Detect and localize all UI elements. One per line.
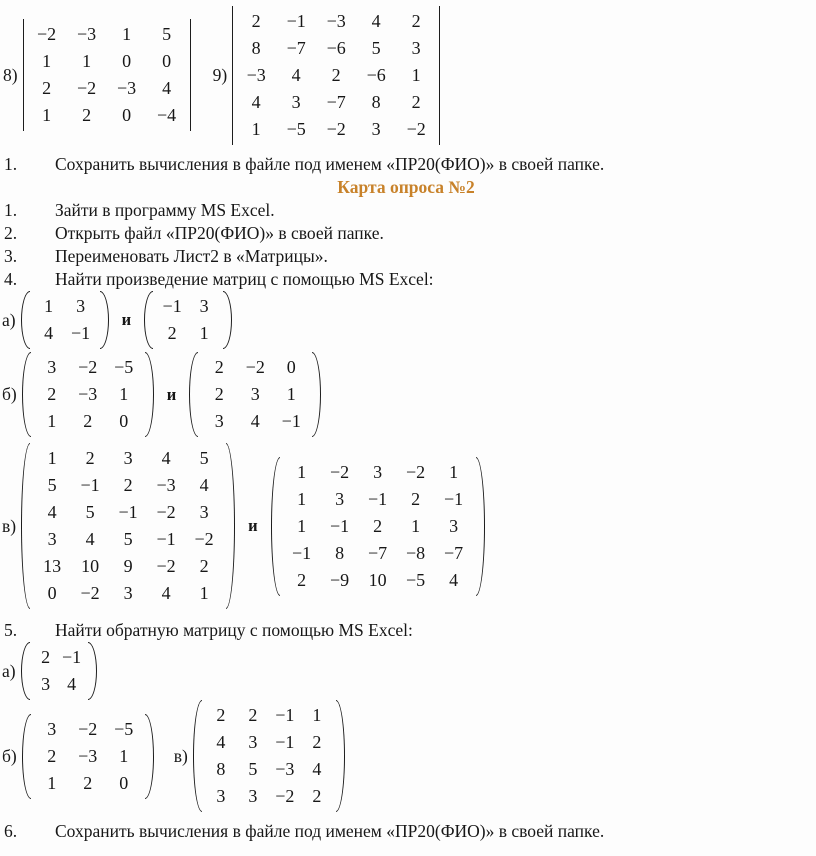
matrix-cell: 4 [371, 10, 381, 31]
matrix-cell: 3 [335, 488, 345, 509]
matrix-cell: −7 [286, 37, 306, 58]
matrix-cell: −1 [275, 705, 295, 725]
matrix-cell: 1 [251, 118, 261, 139]
inverse-b-matrix [22, 714, 154, 799]
matrix-cell: 1 [411, 515, 421, 536]
matrix-cell: −6 [326, 37, 346, 58]
matrix-pair-b [2, 352, 810, 437]
list-item-step-1 [2, 199, 810, 222]
matrix-grid [30, 443, 226, 609]
determinants-row [2, 4, 810, 146]
inverse-v-matrix [193, 700, 345, 812]
list-number: 4. [4, 269, 18, 289]
matrix-cell: −1 [275, 732, 295, 752]
matrix-cell: −3 [117, 78, 137, 98]
matrix-cell: 1 [199, 323, 209, 343]
paren-left [189, 352, 198, 437]
matrix-cell: −2 [77, 78, 97, 98]
matrix-cell: 1 [297, 488, 307, 509]
matrix-cell: 2 [83, 772, 93, 793]
matrix-cell: 2 [411, 91, 421, 112]
matrix-cell: −1 [162, 296, 182, 316]
paren-left [21, 642, 30, 700]
matrix-cell: −3 [78, 384, 98, 404]
conjunction-and: и [121, 310, 132, 329]
matrix-cell: 1 [199, 583, 209, 603]
matrix-grid [31, 714, 145, 799]
matrix-cell: −1 [71, 323, 91, 343]
list-number: 2. [4, 223, 18, 243]
determinant-8 [3, 19, 191, 131]
matrix-cell: 2 [199, 556, 209, 576]
matrix-cell: −3 [326, 10, 346, 31]
inverse-matrix-a [2, 642, 810, 700]
determinant-9-matrix [232, 6, 440, 145]
matrix-cell: 4 [161, 583, 171, 603]
matrix-grid [30, 291, 100, 349]
matrix-cell: 2 [411, 10, 421, 31]
matrix-cell: −2 [80, 583, 100, 603]
matrix-cell: 2 [47, 745, 57, 766]
matrix-cell: 4 [250, 411, 260, 431]
matrix-cell: 5 [47, 475, 57, 495]
list-number: 1. [4, 154, 18, 174]
matrix-cell: 2 [312, 732, 322, 752]
matrix-cell: 5 [371, 37, 381, 58]
matrix-grid [30, 642, 88, 700]
inverse-matrices-row [2, 700, 810, 812]
list-text: Найти произведение матриц с помощью MS Excel: [55, 269, 434, 289]
matrix-cell: 4 [47, 502, 57, 522]
matrix-cell: 5 [123, 529, 133, 549]
matrix-cell: −2 [245, 357, 265, 377]
matrix-grid [202, 700, 336, 812]
paren-right [336, 700, 345, 812]
matrix-cell: 1 [297, 461, 307, 482]
matrix-cell: −2 [406, 461, 426, 482]
matrix-pair-a [2, 291, 810, 349]
determinant-8-label: 8) [3, 64, 18, 85]
paren-right [100, 291, 109, 349]
list-number: 3. [4, 246, 18, 266]
matrix-cell: −8 [406, 542, 426, 563]
matrix-cell: −1 [156, 529, 176, 549]
matrix-cell: 2 [83, 411, 93, 431]
matrix-cell: −6 [366, 64, 386, 85]
matrix-cell: 4 [449, 569, 459, 590]
matrix-cell: 3 [216, 786, 226, 806]
matrix-cell: 0 [47, 583, 57, 603]
matrix-cell: 3 [248, 786, 258, 806]
conjunction-and: и [166, 384, 177, 404]
matrix-cell: 2 [42, 78, 52, 98]
matrix-cell: 0 [119, 772, 129, 793]
paren-left [193, 700, 202, 812]
matrix-grid [280, 457, 476, 596]
matrix-cell: 3 [47, 718, 57, 739]
matrix-cell: 3 [291, 91, 301, 112]
matrix-cell: 3 [47, 529, 57, 549]
matrix-cell: 0 [286, 357, 296, 377]
determinant-9-label: 9) [212, 64, 228, 85]
list-text: Сохранить вычисления в файле под именем «ПР20(ФИО)» в своей папке. [55, 154, 605, 174]
inverse-matrix-v [174, 700, 345, 812]
matrix-cell: −2 [37, 24, 57, 44]
matrix-cell: 4 [251, 91, 261, 112]
paren-left [22, 352, 31, 437]
paren-left [271, 457, 280, 596]
matrix-cell: 2 [214, 384, 224, 404]
matrix-cell: 9 [123, 556, 133, 576]
matrix-cell: 3 [449, 515, 459, 536]
matrix-cell: 3 [123, 583, 133, 603]
matrix-cell: −5 [114, 357, 134, 377]
matrix-cell: −2 [156, 502, 176, 522]
matrix-cell: 3 [199, 296, 209, 316]
paren-left [21, 443, 30, 609]
matrix-cell: −9 [330, 569, 350, 590]
matrix-cell: 2 [216, 705, 226, 725]
matrix-cell: 0 [122, 51, 132, 71]
matrix-grid [198, 352, 312, 437]
matrix-cell: 3 [47, 357, 57, 377]
matrix-cell: −7 [368, 542, 388, 563]
matrix-cell: 1 [42, 105, 52, 125]
matrix-cell: 1 [119, 384, 129, 404]
matrix-cell: 1 [47, 448, 57, 468]
matrix-cell: −2 [78, 357, 98, 377]
matrix-cell: 2 [331, 64, 341, 85]
inverse-b-label: б) [2, 745, 17, 766]
matrix-cell: 2 [41, 647, 51, 667]
matrix-cell: −1 [330, 515, 350, 536]
pair-v-label: в) [2, 515, 17, 536]
matrix-cell: 5 [199, 448, 209, 468]
matrix-cell: 1 [47, 411, 57, 431]
pair-a-matrix-1 [21, 291, 109, 349]
matrix-cell: −3 [78, 745, 98, 766]
matrix-cell: 2 [47, 384, 57, 404]
matrix-grid [153, 291, 223, 349]
list-text: Открыть файл «ПР20(ФИО)» в своей папке. [55, 223, 384, 243]
matrix-cell: −3 [156, 475, 176, 495]
matrix-cell: 1 [42, 51, 52, 71]
pair-v-matrix-2 [271, 457, 485, 596]
matrix-cell: 8 [371, 91, 381, 112]
matrix-cell: 4 [85, 529, 95, 549]
paren-right [223, 291, 232, 349]
matrix-cell: 0 [162, 51, 172, 71]
matrix-cell: −5 [286, 118, 306, 139]
matrix-cell: −5 [406, 569, 426, 590]
matrix-cell: 3 [76, 296, 86, 316]
paren-left [144, 291, 153, 349]
paren-right [145, 714, 154, 799]
matrix-cell: 1 [44, 296, 54, 316]
matrix-cell: −1 [286, 10, 306, 31]
matrix-cell: 3 [41, 674, 51, 694]
paren-left [21, 291, 30, 349]
matrix-cell: 2 [297, 569, 307, 590]
matrix-cell: 3 [373, 461, 383, 482]
matrix-cell: 1 [82, 51, 92, 71]
list-text: Сохранить вычисления в файле под именем «ПР20(ФИО)» в своей папке. [55, 821, 605, 841]
matrix-cell: 2 [82, 105, 92, 125]
pair-b-matrix-2 [189, 352, 321, 437]
matrix-cell: −3 [275, 759, 295, 779]
matrix-cell: −7 [444, 542, 464, 563]
matrix-cell: 3 [371, 118, 381, 139]
inverse-matrix-b [2, 714, 154, 799]
matrix-cell: 3 [123, 448, 133, 468]
list-item-step-4 [2, 268, 810, 291]
matrix-cell: 4 [67, 674, 77, 694]
matrix-cell: 4 [291, 64, 301, 85]
matrix-cell: 5 [85, 502, 95, 522]
matrix-cell: 8 [335, 542, 345, 563]
pair-v-matrix-1 [21, 443, 235, 609]
paren-left [22, 714, 31, 799]
matrix-cell: 1 [286, 384, 296, 404]
matrix-cell: 10 [81, 556, 100, 576]
matrix-cell: 4 [312, 759, 322, 779]
matrix-cell: 2 [214, 357, 224, 377]
matrix-cell: −1 [368, 488, 388, 509]
determinant-9 [213, 6, 441, 145]
matrix-pair-v [2, 443, 810, 609]
inverse-a-matrix [21, 642, 97, 700]
matrix-cell: 4 [162, 78, 172, 98]
paren-right [88, 642, 97, 700]
matrix-cell: 2 [123, 475, 133, 495]
matrix-cell: −2 [275, 786, 295, 806]
list-number: 6. [4, 821, 18, 841]
matrix-cell: 10 [368, 569, 387, 590]
matrix-cell: 8 [216, 759, 226, 779]
determinant-bar-right [439, 6, 440, 145]
matrix-cell: 1 [119, 745, 129, 766]
matrix-cell: 4 [216, 732, 226, 752]
matrix-cell: −1 [62, 647, 82, 667]
inverse-v-label: в) [173, 745, 188, 766]
conjunction-and: и [248, 516, 258, 535]
matrix-cell: 2 [167, 323, 177, 343]
matrix-cell: 2 [251, 10, 261, 31]
matrix-cell: −3 [77, 24, 97, 44]
inverse-a-label: а) [2, 660, 16, 681]
matrix-cell: 4 [161, 448, 171, 468]
matrix-cell: 1 [122, 24, 132, 44]
paren-right [145, 352, 154, 437]
matrix-cell: −1 [292, 542, 312, 563]
matrix-cell: 13 [43, 556, 62, 576]
matrix-cell: 8 [251, 37, 261, 58]
page-title: Карта опроса №2 [337, 177, 475, 197]
matrix-cell: 2 [85, 448, 95, 468]
matrix-cell: 1 [411, 64, 421, 85]
matrix-cell: 3 [250, 384, 260, 404]
matrix-cell: 1 [449, 461, 459, 482]
pair-a-matrix-2 [144, 291, 232, 349]
matrix-cell: −2 [194, 529, 214, 549]
matrix-cell: −3 [246, 64, 266, 85]
matrix-cell: 1 [312, 705, 322, 725]
matrix-grid [24, 19, 190, 131]
matrix-cell: 3 [199, 502, 209, 522]
matrix-cell: 2 [312, 786, 322, 806]
matrix-cell: 2 [373, 515, 383, 536]
paren-right [226, 443, 235, 609]
list-text: Зайти в программу MS Excel. [55, 200, 275, 220]
paren-right [476, 457, 485, 596]
matrix-grid [233, 6, 439, 145]
matrix-cell: −2 [330, 461, 350, 482]
matrix-cell: 4 [199, 475, 209, 495]
matrix-cell: −2 [78, 718, 98, 739]
matrix-cell: 3 [248, 732, 258, 752]
matrix-cell: 0 [122, 105, 132, 125]
list-text: Найти обратную матрицу с помощью MS Excel: [55, 620, 413, 640]
matrix-cell: 5 [162, 24, 172, 44]
matrix-cell: 0 [119, 411, 129, 431]
list-item-step-5 [2, 619, 810, 642]
paren-right [312, 352, 321, 437]
matrix-cell: −2 [156, 556, 176, 576]
matrix-cell: −5 [114, 718, 134, 739]
matrix-cell: −4 [157, 105, 177, 125]
matrix-grid [31, 352, 145, 437]
matrix-cell: −7 [326, 91, 346, 112]
matrix-cell: 2 [411, 488, 421, 509]
list-number: 5. [4, 620, 18, 640]
pair-a-label: а) [2, 309, 16, 330]
matrix-cell: 5 [248, 759, 258, 779]
matrix-cell: −2 [326, 118, 346, 139]
determinant-bar-right [190, 19, 191, 131]
matrix-cell: −1 [118, 502, 138, 522]
matrix-cell: 1 [297, 515, 307, 536]
matrix-cell: −1 [80, 475, 100, 495]
matrix-cell: −1 [281, 411, 301, 431]
matrix-cell: −2 [406, 118, 426, 139]
matrix-cell: 3 [214, 411, 224, 431]
matrix-cell: 2 [248, 705, 258, 725]
list-item-step-3 [2, 245, 810, 268]
pair-b-label: б) [2, 384, 17, 404]
list-item-save [2, 153, 810, 176]
pair-b-matrix-1 [22, 352, 154, 437]
matrix-cell: 4 [44, 323, 54, 343]
matrix-cell: −1 [444, 488, 464, 509]
list-item-step-2 [2, 222, 810, 245]
list-text: Переименовать Лист2 в «Матрицы». [55, 246, 328, 266]
determinant-8-matrix [23, 19, 191, 131]
matrix-cell: 1 [47, 772, 57, 793]
matrix-cell: 3 [411, 37, 421, 58]
list-item-step-6 [2, 820, 810, 843]
list-number: 1. [4, 200, 18, 220]
